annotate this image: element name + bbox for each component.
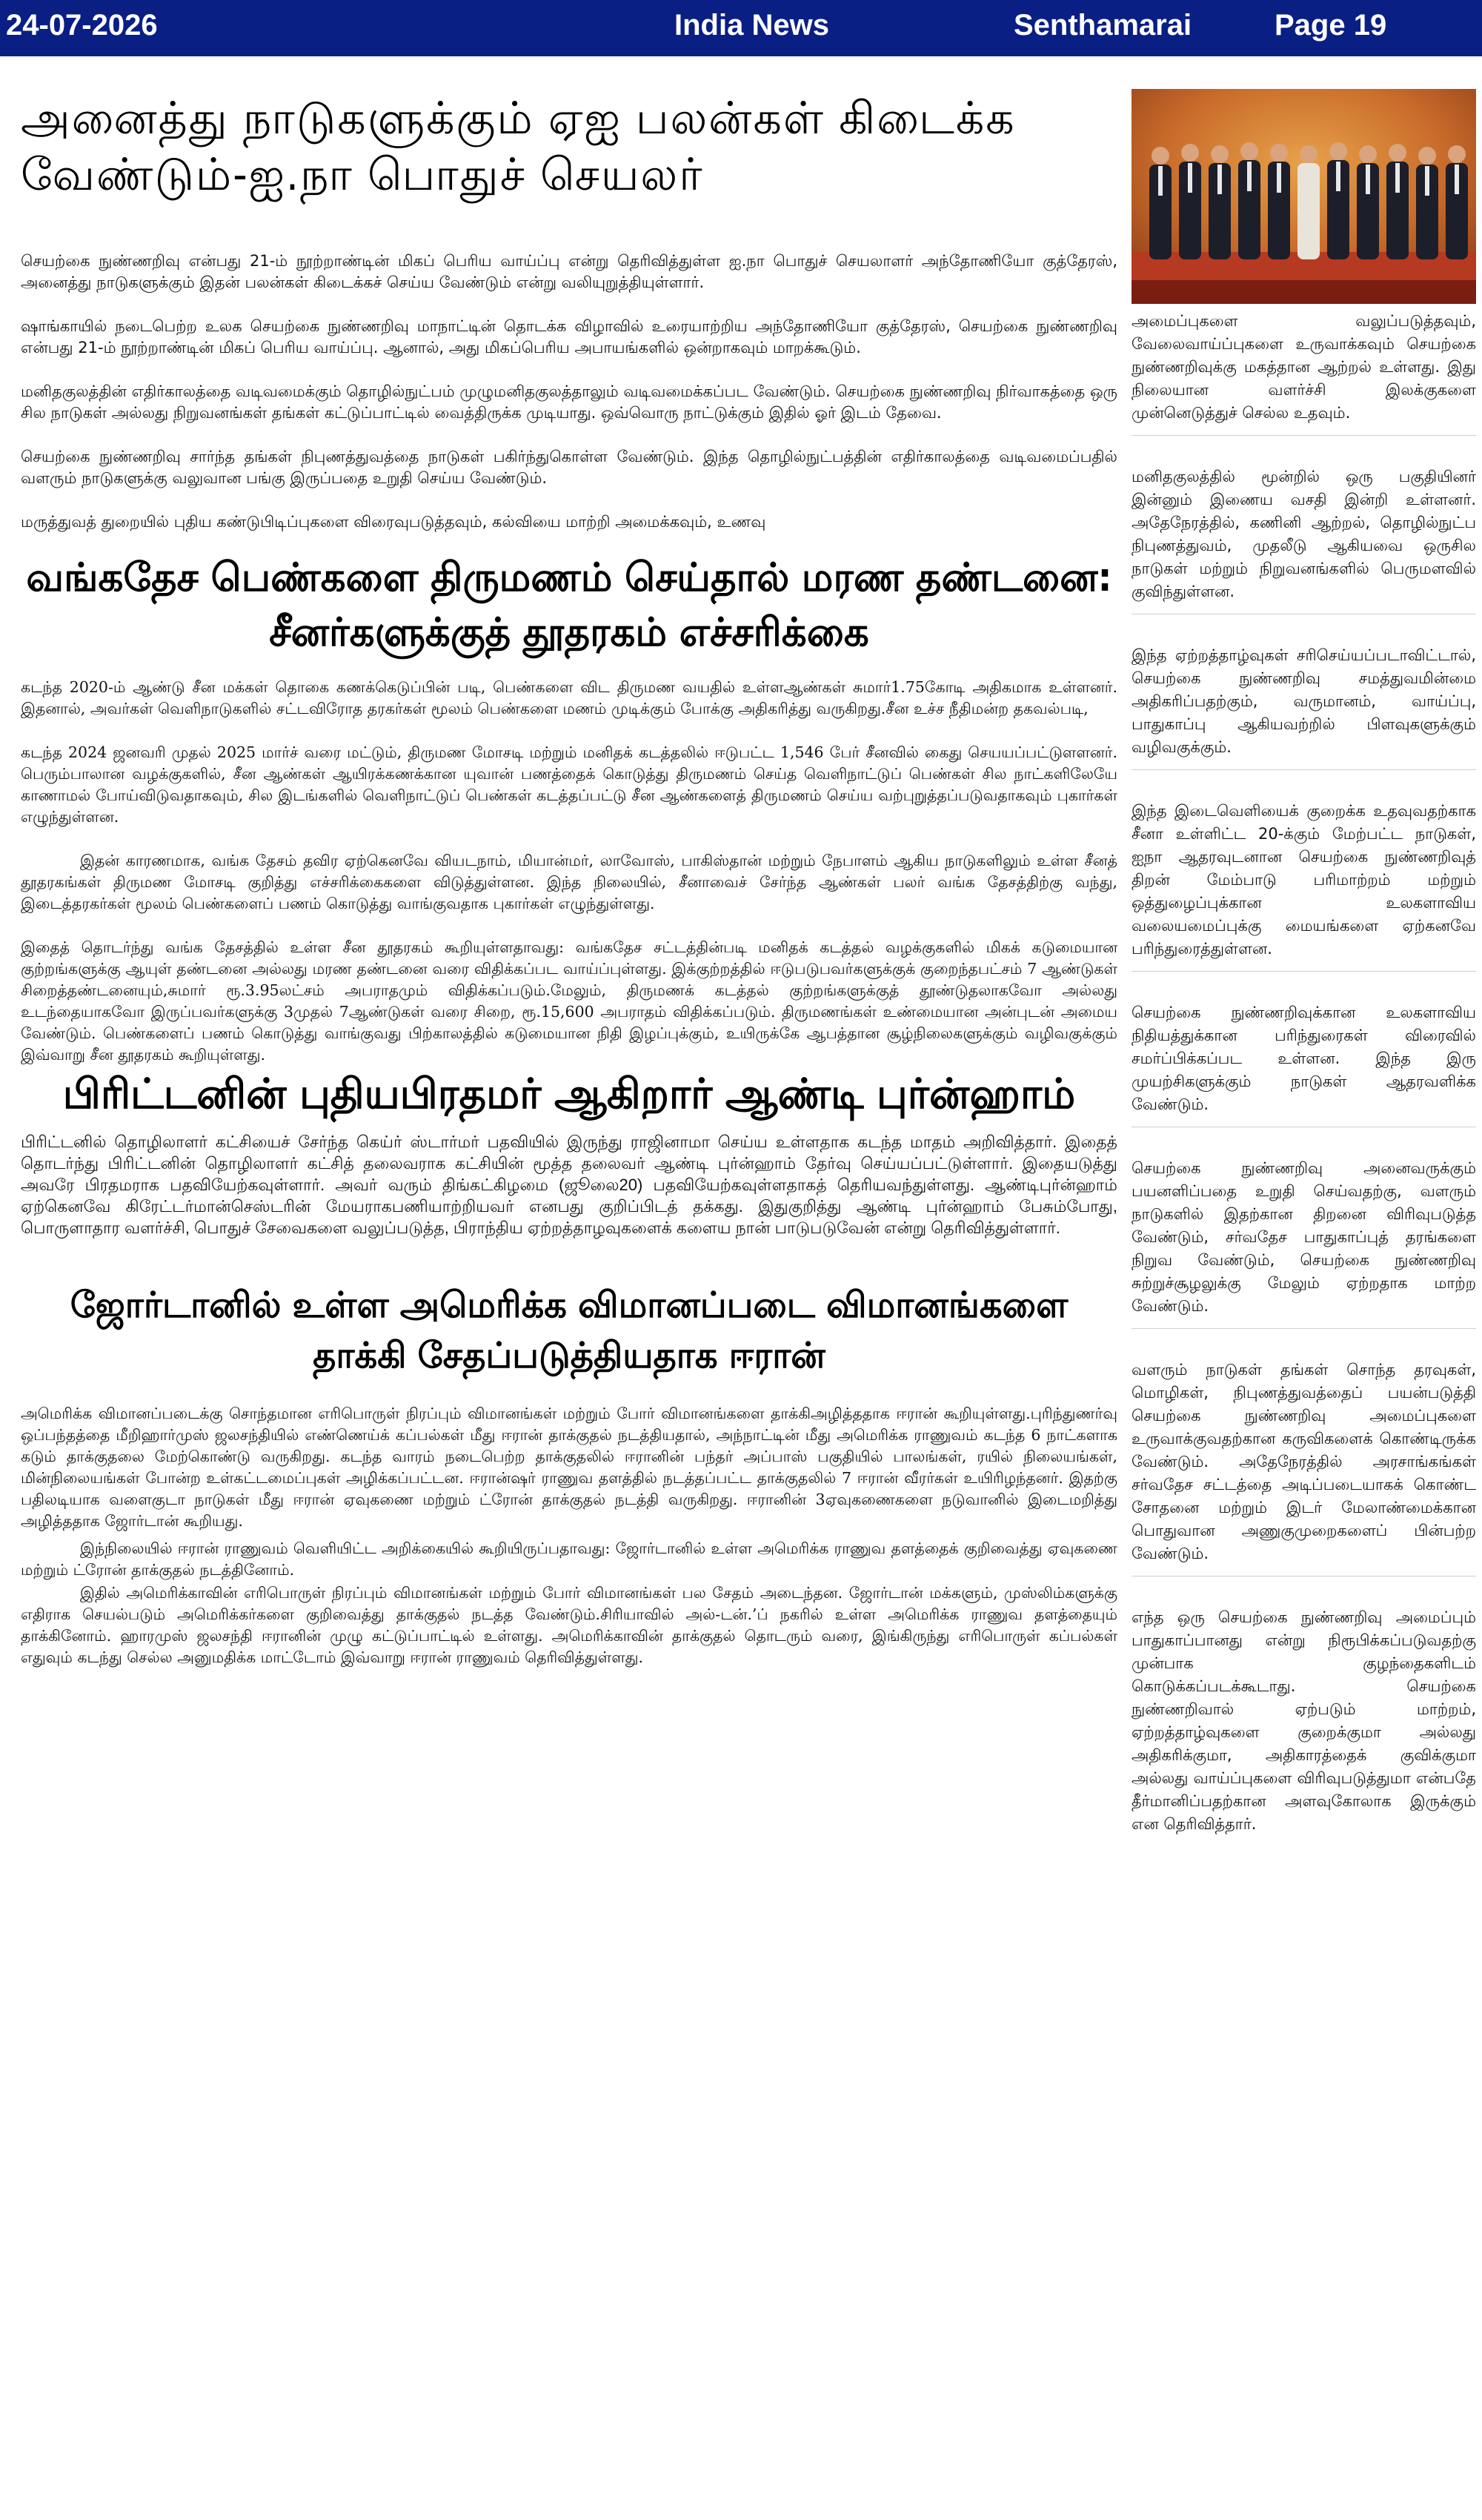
article-body <box>21 677 1117 1066</box>
paragraph: செயற்கை நுண்ணறிவு சார்ந்த தங்கள் நிபுணத்துவத்தை நாடுகள் பகிர்ந்துகொள்ள வேண்டும். இந்த தொழில்நுட்பத்தின் எதிர்காலத்தை வடிவமைப்பதில் வளரும் நாடுகளுக்கு வலுவான பங்கு இருப்பதை உறுதி செய்ய வேண்டும். <box>21 448 1117 487</box>
article-body <box>21 1131 1117 1239</box>
paragraph: இதில் அமெரிக்காவின் எரிபொருள் நிரப்பும் விமானங்கள் மற்றும் போர் விமானங்கள் பல சேதம் அடைந்தன. ஜோர்டான் மக்களும், முஸ்லிம்களுக்கு எதிராக செயல்படும் அமெரிக்கர்களை குறிவைத்து தாக்குதல் நடத்த வேண்டும்.சிரியாவில் அல்-டன்.’ப் நகரில் உள்ள அமெரிக்க ராணுவ தளத்தையும் தாக்கினோம். ஹாரமுஸ் ஜலசந்தி ஈரானின் முழு கட்டுப்பாட்டில் உள்ளது. அமெரிக்காவின் தாக்குதல் தொடரும் வரை, இங்கிருந்து எரிபொருள் கப்பல்கள் எதுவும் கடந்து செல்ல அனுமதிக்க மாட்டோம் இவ்வாறு ஈரான் ராணுவம் தெரிவித்துள்ளது. <box>21 1584 1117 1666</box>
paragraph: இந்நிலையில் ஈரான் ராணுவம் வெளியிட்ட அறிக்கையில் கூறியிருப்பதாவது: ஜோர்டானில் உள்ள அமெரிக்க ராணுவ தளத்தைக் குறிவைத்து ஏவுகணை மற்றும் ட்ரோன் தாக்குதல் நடத்தினோம். <box>21 1539 1117 1579</box>
sidebar-paragraph: இந்த இடைவெளியைக் குறைக்க உதவுவதற்காக சீனா உள்ளிட்ட 20-க்கும் மேற்பட்ட நாடுகள், ஐநா ஆதரவுடனான செயற்கை நுண்ணறிவுத் திறன் மேம்பாடு பரிமாற்றம் மற்றும் ஒத்துழைப்புக்கான உலகளாவிய வலையமைப்புக்கு மையங்களை ஏற்கனவே பரிந்துரைத்துள்ளன. <box>1132 800 1476 972</box>
sidebar-paragraph: செயற்கை நுண்ணறிவுக்கான உலகளாவிய நிதியத்துக்கான பரிந்துரைகள் விரைவில் சமர்ப்பிக்கப்பட உள்ளன. இந்த இரு முயற்சிகளுக்கும் நாடுகள் ஆதரவளிக்க வேண்டும். <box>1132 1001 1476 1127</box>
article-body <box>21 251 1117 533</box>
paragraph: மருத்துவத் துறையில் புதிய கண்டுபிடிப்புகளை விரைவுபடுத்தவும், கல்வியை மாற்றி அமைக்கவும், உணவு <box>21 513 766 531</box>
article-china-bangladesh <box>21 551 1117 1066</box>
sidebar-paragraph: செயற்கை நுண்ணறிவு அனைவருக்கும் பயனளிப்பதை உறுதி செய்வதற்கு, வளரும் நாடுகளில் இதற்கான திறனை விரிவுபடுத்த வேண்டும், சர்வதேச பாதுகாப்புத் தரங்களை நிறுவ வேண்டும், செயற்கை நுண்ணறிவு சுற்றுச்சூழலுக்கு மேலும் ஏற்றதாக மாற்ற வேண்டும். <box>1132 1157 1476 1329</box>
article-britain-pm <box>21 1069 1117 1239</box>
paragraph: மனிதகுலத்தின் எதிர்காலத்தை வடிவமைக்கும் தொழில்நுட்பம் முழுமனிதகுலத்தாலும் வடிவமைக்கப்பட வேண்டும். செயற்கை நுண்ணறிவு நிர்வாகத்தை ஒரு சில நாடுகள் அல்லது நிறுவனங்கள் தங்கள் கட்டுப்பாட்டில் வைத்திருக்க முடியாது. ஒவ்வொரு நாட்டுக்கும் இதில் ஓர் இடம் தேவை. <box>21 382 1117 422</box>
paragraph: செயற்கை நுண்ணறிவு என்பது 21-ம் நூற்றாண்டின் மிகப் பெரிய வாய்ப்பு என்று தெரிவித்துள்ள ஐ.நா பொதுச் செயலாளர் அந்தோணியோ குத்தேரஸ், அனைத்து நாடுகளுக்கும் இதன் பலன்கள் கிடைக்கச் செய்ய வேண்டும் என்று வலியுறுத்தியுள்ளார். <box>21 252 1117 291</box>
paragraph: இதன் காரணமாக, வங்க தேசம் தவிர ஏற்கெனவே வியடநாம், மியான்மர், லாவோஸ், பாகிஸ்தான் மற்றும் நேபாளம் ஆகிய நாடுகளிலும் உள்ள சீனத் தூதரகங்கள் திருமண மோசடி குறித்து எச்சரிக்கைகளை விடுத்துள்ளன. இந்த நிலையில், சீனாவைச் சேர்ந்த ஆண்கள் பலர் வங்க தேசத்திற்கு வந்து, இடைத்தரகர்கள் மூலம் பெண்களைப் பணம் கொடுத்து வாங்குவதாக புகார்கள் எழுந்துள்ளது. <box>21 852 1117 912</box>
article-headline: பிரிட்டனின் புதியபிரதமர் ஆகிறார் ஆண்டி புர்ன்ஹாம் <box>62 1070 1076 1118</box>
sidebar-paragraph: இந்த ஏற்றத்தாழ்வுகள் சரிசெய்யப்படாவிட்டால், செயற்கை நுண்ணறிவு சமத்துவமின்மை அதிகரிப்பதற்கும், வருமானம், வாய்ப்பு, பாதுகாப்பு ஆகியவற்றில் பிளவுகளுக்கும் வழிவகுக்கும். <box>1132 644 1476 770</box>
sidebar-paragraph: வளரும் நாடுகள் தங்கள் சொந்த தரவுகள், மொழிகள், நிபுணத்துவத்தைப் பயன்படுத்தி செயற்கை நுண்ணறிவு அமைப்புகளை உருவாக்குவதற்கான கருவிகளைக் கொண்டிருக்க வேண்டும். அதேநேரத்தில் அரசாங்கங்கள் சர்வதேச சட்டத்தை அடிப்படையாகக் கொண்ட சோதனை மற்றும் இடர் மேலாண்மைக்கான பொதுவான அணுகுமுறைகளைப் பின்பற்ற வேண்டும். <box>1132 1359 1476 1576</box>
paragraph: இதைத் தொடர்ந்து வங்க தேசத்தில் உள்ள சீன தூதரகம் கூறியுள்ளதாவது: வங்கதேச சட்டத்தின்படி மனிதக் கடத்தல் வழக்குகளில் மிகக் கடுமையான குற்றங்களுக்கு ஆயுள் தண்டனை அல்லது மரண தண்டனை வரை விதிக்கப்பட வாய்ப்புள்ளது. இக்குற்றத்தில் ஈடுபடுபவர்களுக்குக் குறைந்தபட்சம் 7 ஆண்டுகள் சிறைத்தண்டனையும்,சுமார் ரூ.3.95லட்சம் அபராதமும் விதிக்கப்படும்.மேலும், திருமணக் கடத்தல் குற்றங்களுக்குத் தூண்டுதலாகவோ அல்லது உடந்தையாகவோ இருப்பவர்களுக்கு 3முதல் 7ஆண்டுகள் வரை சிறை, ரூ.15,600 அபராதம் விதிக்கப்படும். திருமணங்கள் உண்மையான அன்புடன் அமைய வேண்டும். பெண்களைப் பணம் கொடுத்து வாங்குவது பிற்காலத்தில் கடுமையான நிதி இழப்புக்கும், உயிருக்கே ஆபத்தான சூழ்நிலைகளுக்கும் வழிவகுக்கும் இவ்வாறு சீன தூதரகம் கூறியுள்ளது. <box>21 938 1117 1064</box>
article-headline: அனைத்து நாடுகளுக்கும் ஏஐ பலன்கள் கிடைக்க வேண்டும்-ஐ.நா பொதுச் செயலர் <box>21 93 1016 201</box>
sidebar-paragraph: மனிதகுலத்தில் மூன்றில் ஒரு பகுதியினர் இன்னும் இணைய வசதி இன்றி உள்ளனர். அதேநேரத்தில், கணினி ஆற்றல், தொழில்நுட்ப நிபுணத்துவம், முதலீடு ஆகியவை ஒருசில நாடுகள் மற்றும் நிறுவனங்களில் பெருமளவில் குவிந்துள்ளன. <box>1132 465 1476 614</box>
paragraph: பிரிட்டனில் தொழிலாளர் கட்சியைச் சேர்ந்த கெய்ர் ஸ்டார்மர் பதவியில் இருந்து ராஜினாமா செய்ய உள்ளதாக கடந்த மாதம் அறிவித்தார். இதைத் தொடர்ந்து பிரிட்டனின் தொழிலாளர் கட்சித் தலைவராக கட்சியின் மூத்த தலைவர் ஆண்டி புர்ன்ஹாம் தேர்வு செய்யப்பட்டுள்ளார். இதையடுத்து அவரே பிரதமராக பதவியேற்கவுள்ளார். அவர் வரும் திங்கட்கிழமை (ஜூலை20) பதவியேற்கவுள்ளதாகத் தெரியவந்துள்ளது. ஆண்டிபுர்ன்ஹாம் ஏற்கெனவே கிரேட்டர்மான்செஸ்டரின் மேயராகபணியாற்றியவர் எனபது குறிப்பிடத் தக்கது. இதுகுறித்து ஆண்டி புர்ன்ஹாம் பேசும்போது, பொருளாதார வளர்ச்சி, பொதுச் சேவைகளை வலுப்படுத்த, பிராந்திய ஏற்றத்தாழவுகளைக் களைய நான் பாடுபடுவேன் என்று தெரிவித்துள்ளார். <box>21 1133 1117 1237</box>
news-photo-leaders-group <box>1132 89 1476 304</box>
paragraph: அமெரிக்க விமானப்படைக்கு சொந்தமான எரிபொருள் நிரப்பும் விமானங்கள் மற்றும் போர் விமானங்களை தாக்கிஅழித்ததாக ஈரான் கூறியுள்ளது.புரிந்துணர்வு ஒப்பந்தத்தை மீறிஹார்முஸ் ஜலசந்தியில் எண்ணெய்க் கப்பல்கள் மீது ஈரான் தாக்குதல் நடத்தியதால், அந்நாட்டின் மீது அமெரிக்க ராணுவம் கடந்த 6 நாட்களாக கடும் தாக்குதலை மேற்கொண்டு வருகிறது. கடந்த வாரம் நடைபெற்ற தாக்குதலில் ஈரானின் பந்தர் அப்பாஸ் பகுதியில் பாலங்கள், ரயில் நிலையங்கள், மின்நிலையங்கள் போன்ற உள்கட்டமைப்புகள் அழிக்கப்பட்டன. ஈரான்ஷர் ராணுவ தளத்தில் நடத்தப்பட்ட தாக்குதலில் 7 ஈரான் வீரர்கள் உயிரிழந்தனர். இதற்கு பதிலடியாக வளைகுடா நாடுகள் மீது ஈரான் ஏவுகணை மற்றும் ட்ரோன் தாக்குதல் நடத்தி வருகிறது. ஈரானின் 3ஏவுகணைகளை நடுவானில் இடைமறித்து அழித்ததாக ஜோர்டான் கூறியது. <box>21 1405 1117 1530</box>
sidebar-paragraph: அமைப்புகளை வலுப்படுத்தவும், வேலைவாய்ப்புகளை உருவாக்கவும் செயற்கை நுண்ணறிவுக்கு மகத்தான ஆற்றல் உள்ளது. இது நிலையான வளர்ச்சி இலக்குகளை முன்னெடுத்துச் செல்ல உதவும். <box>1132 310 1476 436</box>
paragraph: கடந்த 2024 ஜனவரி முதல் 2025 மார்ச் வரை மட்டும், திருமண மோசடி மற்றும் மனிதக் கடத்தலில் ஈடுபட்ட 1,546 பேர் சீனவில் கைது செயயப்பட்டுளளனர். பெரும்பாலான வழக்குகளில், சீன ஆண்கள் ஆயிரக்கணக்கான யுவான் பணத்தைக் கொடுத்து திருமணம் செய்த வெளிநாட்டுப் பெண்கள் சில நாட்களிலேயே காணாமல் போய்விடுவதாகவும், சில இடங்களில் வெளிநாட்டுப் பெண்கள் கடத்தப்பட்டு சீன ஆண்களைத் திருமணம் செய்ய வற்புறுத்தப்படுவதாகவும் புகார்கள் எழுந்துள்ளன. <box>21 743 1117 826</box>
main-column <box>21 90 1117 1668</box>
newspaper-name: Senthamarai <box>1014 9 1192 42</box>
article-ai-un <box>21 90 1117 533</box>
page-number: Page 19 <box>1275 9 1387 42</box>
masthead <box>0 0 1482 56</box>
article-iran-jordan <box>21 1280 1117 1668</box>
article-headline: ஜோர்டானில் உள்ள அமெரிக்க விமானப்படை விமானங்களை தாக்கி சேதப்படுத்தியதாக ஈரான் <box>70 1284 1069 1376</box>
issue-date: 24-07-2026 <box>6 9 158 42</box>
article-headline: வங்கதேச பெண்களை திருமணம் செய்தால் மரண தண்டனை: சீனர்களுக்குத் தூதரகம் எச்சரிக்கை <box>26 555 1112 655</box>
sidebar-column <box>1132 310 1476 1876</box>
sidebar-paragraph: எந்த ஒரு செயற்கை நுண்ணறிவு அமைப்பும் பாதுகாப்பானது என்று நிரூபிக்கப்படுவதற்கு முன்பாக குழந்தைகளிடம் கொடுக்கப்படக்கூடாது. செயற்கை நுண்ணறிவால் ஏற்படும் மாற்றம், ஏற்றத்தாழ்வுகளை குறைக்குமா அல்லது அதிகரிக்குமா, அதிகாரத்தைக் குவிக்குமா அல்லது வாய்ப்புகளை விரிவுபடுத்துமா என்பதே தீர்மானிப்பதற்கான அளவுகோலாக இருக்கும் என தெரிவித்தார். <box>1132 1608 1476 1833</box>
article-body <box>21 1403 1117 1668</box>
paragraph: கடந்த 2020-ம் ஆண்டு சீன மக்கள் தொகை கணக்கெடுப்பின் படி, பெண்களை விட திருமண வயதில் உள்ளஆண்கள் சுமார்1.75கோடி அதிகமாக உள்ளனர். இதனால், அவர்கள் வெளிநாடுகளில் சட்டவிரோத தரகர்கள் மூலம் பெண்களை மணம் முடிக்கும் போக்கு அதிகரித்து வருகிறது.சீன உச்ச நீதிமன்ற தகவல்படி, <box>21 678 1117 717</box>
section-name: India News <box>674 9 829 42</box>
paragraph: ஷாங்காயில் நடைபெற்ற உலக செயற்கை நுண்ணறிவு மாநாட்டின் தொடக்க விழாவில் உரையாற்றிய அந்தோணியோ குத்தேரஸ், செயற்கை நுண்ணறிவு என்பது 21-ம் நூற்றாண்டின் மிகப் பெரிய வாய்ப்பு. ஆனால், அது மிகப்பெரிய அபாயங்களில் ஒன்றாகவும் மாறக்கூடும். <box>21 317 1117 357</box>
